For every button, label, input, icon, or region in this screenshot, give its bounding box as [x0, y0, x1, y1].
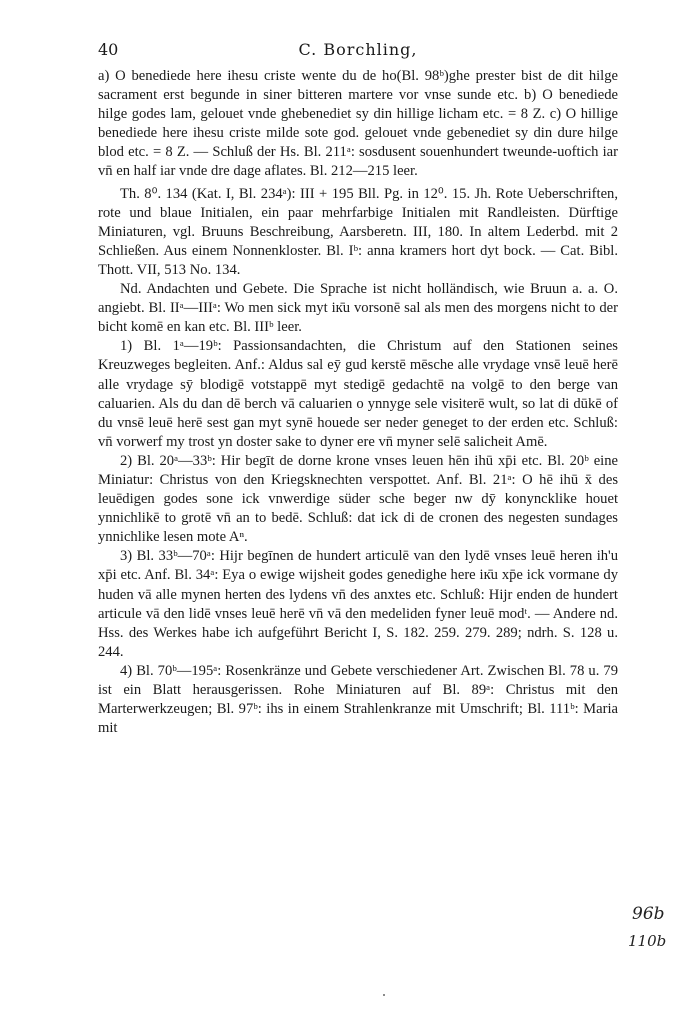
paragraph-6: 3) Bl. 33ᵇ—70ᵃ: Hijr begīnen de hundert articulē van den lydē vnses leuē heren ih'u xp̄i etc. Anf. Bl. 34ᵃ: Eya o ewige wijsheit godes genedighe here iк̄u xp̄e ick vormane dy huden vā alle mynen herten des lydens vn̄ des anxtes etc. Schluß: Hijr enden de hundert articule vā den lidē vnses leuē herē vn̄ vā den medeliden fyner leuē modᵗ. — Andere nd. Hss. des Werkes habe ich aufgeführt Bericht I, S. 182. 259. 279. 289; ndrh. S. 128 u. 244.: [98, 548, 618, 660]
margin-note-2: 110b: [628, 932, 667, 950]
paragraph-2: Th. 8⁰. 134 (Kat. I, Bl. 234ᵃ): III + 195 Bll. Pg. in 12⁰. 15. Jh. Rote Ueberschriften, rote und blaue Initialen, ein paar mehrfarbige Initialen mit Randleisten. Dürftige Miniaturen, vgl. Bruuns Beschreibung, Aarsberetn. III, 180. In altem Lederbd. mit 2 Schließen. Aus einem Nonnenkloster. Bl. Iᵇ: anna kramers hort dyt bock. — Cat. Bibl. Thott. VII, 513 No. 134.: [98, 185, 618, 278]
paragraph-7: 4) Bl. 70ᵇ—195ᵃ: Rosenkränze und Gebete verschiedener Art. Zwischen Bl. 78 u. 79 ist ein Blatt herausgerissen. Rohe Miniaturen auf Bl. 89ᵃ: Christus mit den Marterwerkzeugen; Bl. 97ᵇ: ihs in einem Strahlenkranze mit Umschrift; Bl. 111ᵇ: Maria mit: [98, 662, 618, 737]
paragraph-1: a) O benediede here ihesu criste wente du de ho(Bl. 98ᵇ)ghe prester bist de dit hilge sacrament erst begunde in siner bitteren martere vor vnse sunde etc. b) O benediede hilge godes lam, gelouet vnde ghebenediet sy din hillige licham etc. = 8 Z. c) O hillige benediede here ihesu criste milde sote god. gelouet vnde gebenediet sy din dure hilge blod etc. = 8 Z. — Schluß der Hs. Bl. 211ᵃ: sosdusent souenhundert tweunde-uoftich iar vn̄ en half iar vnde dre dage aflates. Bl. 212—215 leer.: [98, 68, 618, 180]
margin-note-1: 96b: [632, 904, 665, 924]
paragraph-3: Nd. Andachten und Gebete. Die Sprache ist nicht holländisch, wie Bruun a. a. O. angiebt. Bl. IIᵃ—IIIᵃ: Wo men sick myt iк̄u vorsonē sal als men des morgens nicht to der bicht komē en kan etc. Bl. IIIᵇ leer.: [98, 281, 618, 336]
running-title: C. Borchling,: [298, 40, 418, 59]
page-number: 40: [98, 40, 119, 59]
running-header: [98, 40, 618, 59]
page: [98, 40, 618, 738]
paragraph-4: 1) Bl. 1ᵃ—19ᵇ: Passionsandachten, die Christum auf den Stationen seines Kreuzweges begleiten. Anf.: Aldus sal eȳ gud kerstē mēsche alle vrydage vnsē leuē herē alle vrydage sȳ blodigē votstappē myt stedigē gedachtē na volgē to den berge van caluarien. Als du dan dē berch vā caluarien o ynnyge sele visiterē wult, so lat di dūkē of du vnsē leuē herē sest gan myt synē houede ser neder geneget to der erden etc. Schluß: vn̄ vorwerf my trost yn doster sake to dyner ere vn̄ myner selē salicheit Amē.: [98, 338, 618, 450]
page-mark: [383, 994, 385, 996]
paragraph-5: 2) Bl. 20ᵃ—33ᵇ: Hir begīt de dorne krone vnses leuen hēn ihū xp̄i etc. Bl. 20ᵇ eine Miniatur: Christus von den Kriegsknechten verspottet. Anf. Bl. 21ᵃ: O hē ihū x̄ des leuēdigen godes sone ick vnwerdige süder sche beger nw dȳ konyncklike houet ynnichlikē to grotē vn̄ an to bedē. Schluß: dat ick di de cronen des negesten sundages ynnichlike lesen mote Aⁿ.: [98, 452, 618, 546]
